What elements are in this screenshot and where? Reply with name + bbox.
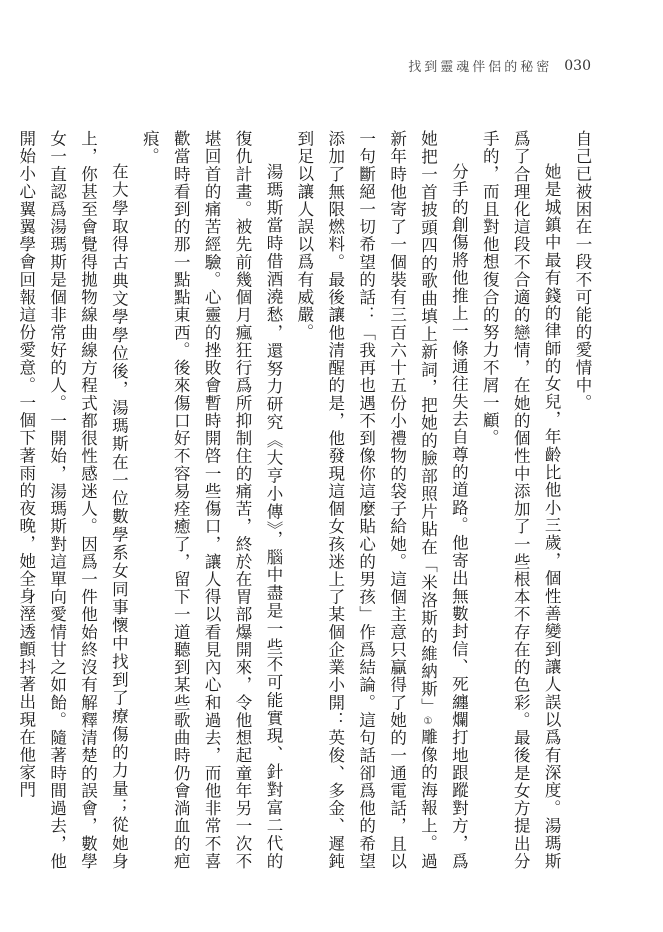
paragraph-5 <box>10 130 134 870</box>
paragraph-text: 她是城鎮中最有錢的律師的女兒，年齡比他小三歲，個性善變到讓人誤以爲有深度。湯瑪斯爲了合理化這段不合適的戀情，在她的個性中添加了一些根本不存在的色彩。最後是女方提出分手的，而且對他想復合的努力不屑一顧。 <box>480 130 562 870</box>
vertical-body-text <box>16 130 597 870</box>
paragraph-1 <box>566 130 597 870</box>
paragraph-text: 湯瑪斯當時借酒澆愁，還努力研究《大亨小傳》，腦中盡是一些不可能實現、針對富二代的復仇計畫。被先前幾個月瘋狂行爲所抑制住的痛苦，終於在胃部爆開來，令他想起童年另一次不堪回首的痛苦經驗。心靈的挫敗會暫時開啓一些傷口，讓人得以看見內心和過去，而他非常不喜歡當時看到的那一點點東西。後來傷口好不容易痊癒了，留下一道聽到某些歌曲時仍會淌血的疤痕。 <box>140 130 283 870</box>
paragraph-text-after-note: 雕像的海報上。過新年時他寄了一個裝有三百六十五份小禮物的袋子給她。這個主意只贏得了她的一通電話，且以一句斷絕一切希望的話：「我再也遇不到像你這麼貼心的男孩」作爲結論。這句話卻爲他的希望添加了無限燃料。最後讓他清醒的是，他發現這個女孩迷上了某個企業小開：英俊、多金、遲鈍到足以讓人誤以爲有威嚴。 <box>294 130 438 870</box>
footnote-marker: ① <box>422 715 434 729</box>
paragraph-2 <box>473 130 566 870</box>
paragraph-3 <box>288 130 473 870</box>
running-header <box>408 56 591 75</box>
paragraph-text-before-note: 分手的創傷將他推上一條通往失去自尊的道路。他寄出無數封信、死纏爛打地跟蹤對方，爲她把一首披頭四的歌曲填上新詞，把她的臉部照片貼在「米洛斯的維納斯」 <box>418 130 469 870</box>
paragraph-text: 在大學取得古典文學學位後，湯瑪斯在一位數學系女同事懷中找到了療傷的力量；從她身上，你甚至會覺得拋物線曲線方程式都很性感迷人。因爲一件他始終沒有解釋清楚的誤會，數學女一直認爲湯瑪斯是個非常好的人。一開始，湯瑪斯對這單向愛情甘之如飴。隨著時間過去，他開始小心翼翼學會回報這份愛意。一個下著雨的夜晚，她全身溼透顫抖著出現在他家門 <box>16 130 129 870</box>
chapter-title: 找到靈魂伴侶的秘密 <box>408 60 553 75</box>
page-number: 030 <box>564 57 591 74</box>
paragraph-4 <box>133 130 288 870</box>
paragraph-text: 自己已被困在一段不可能的愛情中。 <box>573 130 592 412</box>
